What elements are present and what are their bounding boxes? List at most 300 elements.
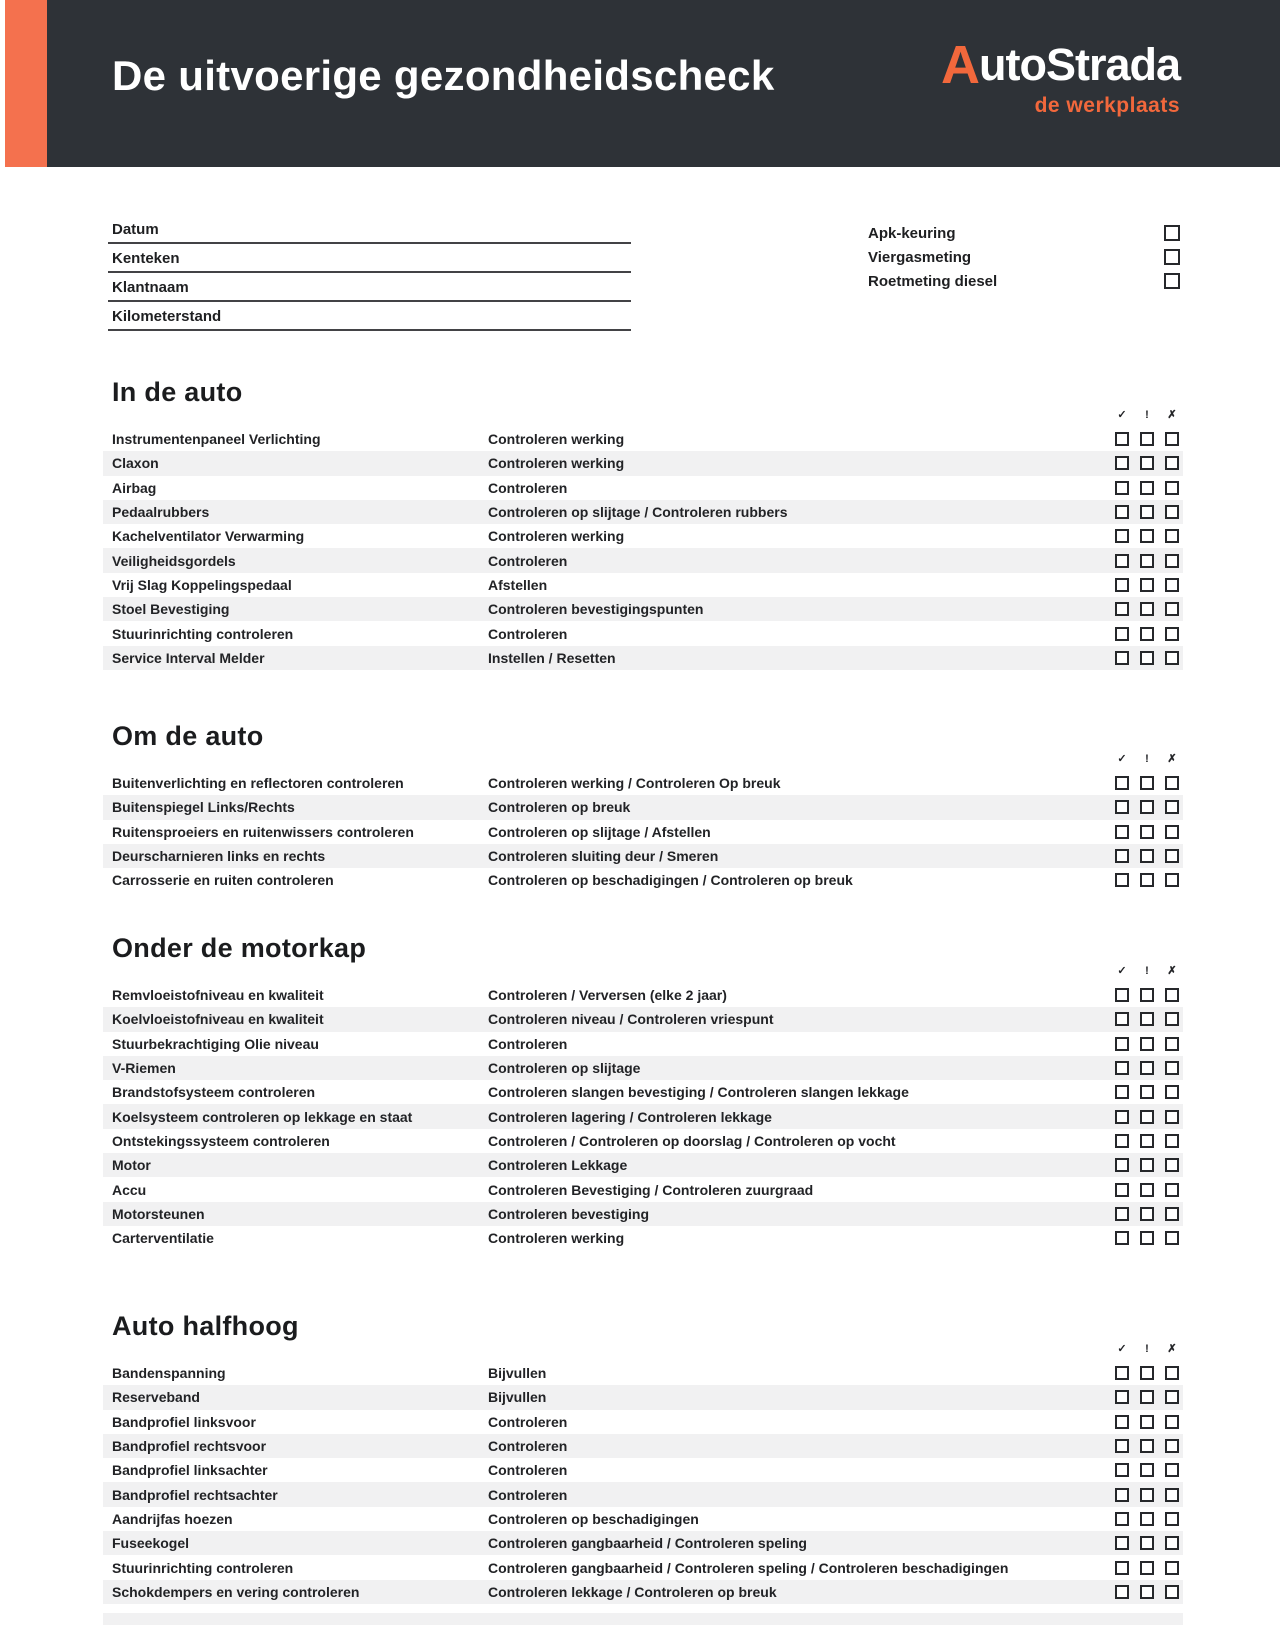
- checkbox-fail[interactable]: [1165, 1037, 1179, 1051]
- checkbox-attention[interactable]: [1140, 1439, 1154, 1453]
- checkbox-attention[interactable]: [1140, 1134, 1154, 1148]
- kenteken-field: [108, 244, 631, 273]
- check-rows: [103, 427, 1183, 670]
- exclamation-icon: !: [1145, 1343, 1149, 1355]
- check-action-label: Controleren lagering / Controleren lekkage: [488, 1108, 772, 1125]
- autostrada-logo: [940, 35, 1180, 117]
- check-action-label: Controleren werking: [488, 431, 625, 448]
- result-checkboxes: [1115, 578, 1179, 592]
- check-row: [103, 844, 1183, 868]
- check-item-label: Stuurbekrachtiging Olie niveau: [112, 1035, 319, 1052]
- checkbox-ok[interactable]: [1115, 1012, 1129, 1026]
- check-rows: [103, 1361, 1183, 1604]
- checkbox-fail[interactable]: [1165, 873, 1179, 887]
- check-row: [103, 451, 1183, 475]
- exclamation-icon: !: [1145, 965, 1149, 977]
- klantnaam-label: Klantnaam: [112, 279, 189, 296]
- check-rows: [103, 983, 1183, 1250]
- checkbox-fail[interactable]: [1165, 602, 1179, 616]
- result-checkboxes: [1115, 1439, 1179, 1453]
- check-row: [103, 771, 1183, 795]
- checkbox-fail[interactable]: [1165, 1110, 1179, 1124]
- checkbox-fail[interactable]: [1165, 1463, 1179, 1477]
- result-checkboxes: [1115, 800, 1179, 814]
- checkbox-fail[interactable]: [1165, 825, 1179, 839]
- check-row: [103, 1410, 1183, 1434]
- check-action-label: Controleren op beschadigingen / Controleren op breuk: [488, 872, 853, 889]
- result-checkboxes: [1115, 1366, 1179, 1380]
- check-icon: ✓: [1117, 1343, 1127, 1355]
- cross-icon: ✗: [1167, 965, 1177, 977]
- check-row: [103, 1580, 1183, 1604]
- checkbox-attention[interactable]: [1140, 825, 1154, 839]
- checkbox-fail[interactable]: [1165, 1366, 1179, 1380]
- check-row: [103, 597, 1183, 621]
- checkbox-attention[interactable]: [1140, 1183, 1154, 1197]
- checkbox-attention[interactable]: [1140, 800, 1154, 814]
- check-action-label: Controleren / Verversen (elke 2 jaar): [488, 987, 727, 1004]
- check-action-label: Controleren / Controleren op doorslag / Controleren op vocht: [488, 1132, 896, 1149]
- result-checkboxes: [1115, 825, 1179, 839]
- kilometerstand-field: [108, 302, 631, 331]
- cross-icon: ✗: [1167, 409, 1177, 421]
- result-checkboxes: [1115, 776, 1179, 790]
- check-action-label: Controleren gangbaarheid / Controleren speling / Controleren beschadigingen: [488, 1559, 1009, 1576]
- check-action-label: Afstellen: [488, 576, 548, 593]
- check-row: [103, 1007, 1183, 1031]
- check-item-label: Fuseekogel: [112, 1535, 190, 1552]
- result-checkboxes: [1115, 1061, 1179, 1075]
- check-rows: [103, 771, 1183, 892]
- check-row: [103, 1153, 1183, 1177]
- result-checkboxes: [1115, 1415, 1179, 1429]
- check-row: [103, 1177, 1183, 1201]
- check-row: [103, 1385, 1183, 1409]
- check-item-label: Ontstekingssysteem controleren: [112, 1132, 330, 1149]
- check-action-label: Controleren slangen bevestiging / Controleren slangen lekkage: [488, 1084, 909, 1101]
- checkbox-fail[interactable]: [1165, 651, 1179, 665]
- checkbox-fail[interactable]: [1165, 800, 1179, 814]
- check-row: [103, 1202, 1183, 1226]
- check-action-label: Controleren bevestigingspunten: [488, 601, 704, 618]
- checkbox-fail[interactable]: [1165, 456, 1179, 470]
- check-item-label: Remvloeistofniveau en kwaliteit: [112, 987, 324, 1004]
- checkbox-fail[interactable]: [1165, 1231, 1179, 1245]
- roetmeting-diesel-label: Roetmeting diesel: [868, 272, 998, 290]
- result-checkboxes: [1115, 505, 1179, 519]
- datum-label: Datum: [112, 221, 159, 238]
- kenteken-label: Kenteken: [112, 250, 180, 267]
- check-item-label: Kachelventilator Verwarming: [112, 528, 305, 545]
- accent-bar: [5, 0, 47, 167]
- checkbox-ok[interactable]: [1115, 1439, 1129, 1453]
- checkbox-fail[interactable]: [1165, 1536, 1179, 1550]
- checkbox-fail[interactable]: [1165, 1183, 1179, 1197]
- checkbox-attention[interactable]: [1140, 578, 1154, 592]
- check-icon: ✓: [1117, 409, 1127, 421]
- checkbox-fail[interactable]: [1165, 1390, 1179, 1404]
- check-action-label: Controleren bevestiging: [488, 1205, 650, 1222]
- check-row: [103, 1555, 1183, 1579]
- viergasmeting-label: Viergasmeting: [868, 248, 972, 266]
- check-item-label: Carterventilatie: [112, 1230, 214, 1247]
- viergasmeting-row: [868, 245, 1180, 269]
- check-item-label: Veiligheidsgordels: [112, 552, 236, 569]
- checkbox-fail[interactable]: [1165, 505, 1179, 519]
- result-checkboxes: [1115, 849, 1179, 863]
- check-item-label: Schokdempers en vering controleren: [112, 1583, 360, 1600]
- checkbox-ok[interactable]: [1115, 1061, 1129, 1075]
- checkbox-attention[interactable]: [1140, 602, 1154, 616]
- checkbox-attention[interactable]: [1140, 1207, 1154, 1221]
- check-action-label: Controleren werking: [488, 1230, 625, 1247]
- check-item-label: Accu: [112, 1181, 147, 1198]
- checkbox-ok[interactable]: [1115, 1561, 1129, 1575]
- checkbox-attention[interactable]: [1140, 505, 1154, 519]
- check-row: [103, 1458, 1183, 1482]
- section-title: In de auto: [112, 377, 243, 407]
- check-item-label: Airbag: [112, 479, 157, 496]
- check-row: [103, 1507, 1183, 1531]
- header: [0, 0, 1280, 167]
- result-checkboxes: [1115, 432, 1179, 446]
- checkbox-attention[interactable]: [1140, 1488, 1154, 1502]
- result-checkboxes: [1115, 1231, 1179, 1245]
- page-bottom-strip: [103, 1613, 1183, 1625]
- checkbox-fail[interactable]: [1165, 481, 1179, 495]
- cross-icon: ✗: [1167, 753, 1177, 765]
- check-row: [103, 427, 1183, 451]
- check-row: [103, 795, 1183, 819]
- checkbox-attention[interactable]: [1140, 988, 1154, 1002]
- datum-field: [108, 215, 631, 244]
- check-row: [103, 1129, 1183, 1153]
- check-item-label: Stoel Bevestiging: [112, 601, 230, 618]
- check-action-label: Controleren sluiting deur / Smeren: [488, 848, 719, 865]
- checkbox-ok[interactable]: [1115, 578, 1129, 592]
- checkbox-attention[interactable]: [1140, 1012, 1154, 1026]
- check-action-label: Controleren op breuk: [488, 799, 631, 816]
- check-row: [103, 524, 1183, 548]
- checkbox-ok[interactable]: [1115, 825, 1129, 839]
- checkbox-attention[interactable]: [1140, 432, 1154, 446]
- form-fields: [108, 215, 631, 331]
- result-checkboxes: [1115, 1110, 1179, 1124]
- kilometerstand-label: Kilometerstand: [112, 308, 222, 325]
- checkbox-ok[interactable]: [1115, 1512, 1129, 1526]
- klantnaam-field: [108, 273, 631, 302]
- check-action-label: Controleren: [488, 1486, 568, 1503]
- section-title: Onder de motorkap: [112, 933, 367, 963]
- checkbox-attention[interactable]: [1140, 651, 1154, 665]
- check-icon: ✓: [1117, 753, 1127, 765]
- checkbox-attention[interactable]: [1140, 849, 1154, 863]
- check-row: [103, 1080, 1183, 1104]
- checkbox-ok[interactable]: [1115, 1585, 1129, 1599]
- check-row: [103, 1531, 1183, 1555]
- checkbox-fail[interactable]: [1165, 578, 1179, 592]
- check-item-label: Bandprofiel linksachter: [112, 1462, 268, 1479]
- check-item-label: Buitenverlichting en reflectoren controleren: [112, 775, 404, 792]
- result-checkboxes: [1115, 1585, 1179, 1599]
- checkbox-ok[interactable]: [1115, 1085, 1129, 1099]
- result-checkboxes: [1115, 1134, 1179, 1148]
- checkbox-attention[interactable]: [1140, 1061, 1154, 1075]
- result-checkboxes: [1115, 1183, 1179, 1197]
- checkbox-ok[interactable]: [1115, 529, 1129, 543]
- checkbox-fail[interactable]: [1165, 1085, 1179, 1099]
- checkbox-attention[interactable]: [1140, 1536, 1154, 1550]
- checkbox-ok[interactable]: [1115, 456, 1129, 470]
- check-item-label: Instrumentenpaneel Verlichting: [112, 431, 321, 448]
- result-checkboxes: [1115, 1536, 1179, 1550]
- checkbox-ok[interactable]: [1115, 1366, 1129, 1380]
- logo-accent-letter: A: [940, 35, 979, 95]
- checkbox-attention[interactable]: [1140, 1366, 1154, 1380]
- checkbox-fail[interactable]: [1165, 627, 1179, 641]
- checkbox-attention[interactable]: [1140, 481, 1154, 495]
- check-action-label: Controleren gangbaarheid / Controleren speling: [488, 1535, 807, 1552]
- checkbox-ok[interactable]: [1115, 988, 1129, 1002]
- check-row: [103, 1032, 1183, 1056]
- check-action-label: Controleren: [488, 1035, 568, 1052]
- checkbox-fail[interactable]: [1165, 1207, 1179, 1221]
- checkbox-fail[interactable]: [1165, 1158, 1179, 1172]
- checkbox-fail[interactable]: [1165, 1012, 1179, 1026]
- check-item-label: Motorsteunen: [112, 1205, 205, 1222]
- check-action-label: Controleren op slijtage / Controleren rubbers: [488, 504, 788, 521]
- viergasmeting-checkbox[interactable]: [1164, 249, 1180, 265]
- checkbox-fail[interactable]: [1165, 1439, 1179, 1453]
- checkbox-ok[interactable]: [1115, 1207, 1129, 1221]
- check-action-label: Controleren werking: [488, 528, 625, 545]
- check-item-label: Pedaalrubbers: [112, 504, 210, 521]
- check-action-label: Controleren op slijtage: [488, 1060, 641, 1077]
- check-action-label: Controleren Lekkage: [488, 1157, 628, 1174]
- check-action-label: Controleren niveau / Controleren vriespunt: [488, 1011, 774, 1028]
- checkbox-ok[interactable]: [1115, 1183, 1129, 1197]
- apk-keuring-checkbox[interactable]: [1164, 225, 1180, 241]
- check-row: [103, 1104, 1183, 1128]
- checkbox-ok[interactable]: [1115, 1488, 1129, 1502]
- checkbox-ok[interactable]: [1115, 481, 1129, 495]
- check-action-label: Bijvullen: [488, 1365, 547, 1382]
- check-action-label: Controleren Bevestiging / Controleren zuurgraad: [488, 1181, 814, 1198]
- checkbox-attention[interactable]: [1140, 1415, 1154, 1429]
- check-item-label: Bandprofiel rechtsvoor: [112, 1438, 267, 1455]
- checkbox-attention[interactable]: [1140, 554, 1154, 568]
- result-checkboxes: [1115, 1037, 1179, 1051]
- result-checkboxes: [1115, 602, 1179, 616]
- roetmeting-diesel-checkbox[interactable]: [1164, 273, 1180, 289]
- checkbox-ok[interactable]: [1115, 602, 1129, 616]
- roetmeting-diesel-row: [868, 269, 1180, 293]
- checkbox-attention[interactable]: [1140, 873, 1154, 887]
- check-row: [103, 820, 1183, 844]
- check-item-label: Claxon: [112, 455, 159, 472]
- checkbox-attention[interactable]: [1140, 627, 1154, 641]
- check-row: [103, 548, 1183, 572]
- result-legend: [1115, 964, 1179, 978]
- result-checkboxes: [1115, 456, 1179, 470]
- check-item-label: Bandprofiel rechtsachter: [112, 1486, 278, 1503]
- result-checkboxes: [1115, 529, 1179, 543]
- checkbox-fail[interactable]: [1165, 432, 1179, 446]
- check-action-label: Controleren: [488, 552, 568, 569]
- checkbox-fail[interactable]: [1165, 1512, 1179, 1526]
- check-item-label: Stuurinrichting controleren: [112, 1559, 294, 1576]
- check-item-label: Deurscharnieren links en rechts: [112, 848, 326, 865]
- checkbox-fail[interactable]: [1165, 849, 1179, 863]
- checkbox-ok[interactable]: [1115, 505, 1129, 519]
- result-checkboxes: [1115, 627, 1179, 641]
- check-item-label: Buitenspiegel Links/Rechts: [112, 799, 295, 816]
- check-item-label: Carrosserie en ruiten controleren: [112, 872, 334, 889]
- check-row: [103, 621, 1183, 645]
- checkbox-attention[interactable]: [1140, 1110, 1154, 1124]
- checkbox-ok[interactable]: [1115, 1536, 1129, 1550]
- apk-keuring-label: Apk-keuring: [868, 224, 956, 242]
- checkbox-attention[interactable]: [1140, 1512, 1154, 1526]
- check-action-label: Controleren op slijtage / Afstellen: [488, 823, 711, 840]
- checkbox-ok[interactable]: [1115, 1110, 1129, 1124]
- section-title: Auto halfhoog: [112, 1311, 299, 1341]
- checkbox-attention[interactable]: [1140, 456, 1154, 470]
- result-checkboxes: [1115, 873, 1179, 887]
- checkbox-attention[interactable]: [1140, 1158, 1154, 1172]
- checkbox-ok[interactable]: [1115, 1415, 1129, 1429]
- result-checkboxes: [1115, 1012, 1179, 1026]
- checkbox-attention[interactable]: [1140, 1390, 1154, 1404]
- result-checkboxes: [1115, 1512, 1179, 1526]
- result-legend: [1115, 408, 1179, 422]
- check-item-label: Motor: [112, 1157, 151, 1174]
- section-title: Om de auto: [112, 721, 264, 751]
- check-item-label: V-Riemen: [112, 1060, 176, 1077]
- check-row: [103, 983, 1183, 1007]
- checkbox-fail[interactable]: [1165, 554, 1179, 568]
- cross-icon: ✗: [1167, 1343, 1177, 1355]
- result-checkboxes: [1115, 554, 1179, 568]
- checkbox-attention[interactable]: [1140, 1561, 1154, 1575]
- checkbox-ok[interactable]: [1115, 554, 1129, 568]
- check-action-label: Controleren op beschadigingen: [488, 1510, 699, 1527]
- check-item-label: Reserveband: [112, 1389, 200, 1406]
- checkbox-ok[interactable]: [1115, 1158, 1129, 1172]
- result-checkboxes: [1115, 1390, 1179, 1404]
- result-checkboxes: [1115, 988, 1179, 1002]
- result-checkboxes: [1115, 651, 1179, 665]
- check-action-label: Controleren: [488, 1413, 568, 1430]
- checkbox-attention[interactable]: [1140, 1585, 1154, 1599]
- check-row: [103, 1226, 1183, 1250]
- checkbox-fail[interactable]: [1165, 529, 1179, 543]
- check-item-label: Brandstofsysteem controleren: [112, 1084, 316, 1101]
- check-action-label: Bijvullen: [488, 1389, 547, 1406]
- exclamation-icon: !: [1145, 753, 1149, 765]
- checkbox-ok[interactable]: [1115, 873, 1129, 887]
- checkbox-ok[interactable]: [1115, 1463, 1129, 1477]
- checkbox-ok[interactable]: [1115, 1134, 1129, 1148]
- result-checkboxes: [1115, 1463, 1179, 1477]
- checkbox-fail[interactable]: [1165, 1561, 1179, 1575]
- checkbox-fail[interactable]: [1165, 1415, 1179, 1429]
- check-item-label: Koelsysteem controleren op lekkage en staat: [112, 1108, 413, 1125]
- check-action-label: Controleren: [488, 1462, 568, 1479]
- check-row: [103, 573, 1183, 597]
- checkbox-ok[interactable]: [1115, 432, 1129, 446]
- checkbox-fail[interactable]: [1165, 776, 1179, 790]
- logo-subtitle: de werkplaats: [1034, 94, 1180, 117]
- result-legend: [1115, 1342, 1179, 1356]
- check-action-label: Instellen / Resetten: [488, 649, 616, 666]
- checkbox-ok[interactable]: [1115, 1037, 1129, 1051]
- check-action-label: Controleren werking / Controleren Op breuk: [488, 775, 781, 792]
- result-legend: [1115, 752, 1179, 766]
- checkbox-attention[interactable]: [1140, 529, 1154, 543]
- check-item-label: Koelvloeistofniveau en kwaliteit: [112, 1011, 324, 1028]
- checkbox-ok[interactable]: [1115, 1231, 1129, 1245]
- check-action-label: Controleren: [488, 625, 568, 642]
- result-checkboxes: [1115, 481, 1179, 495]
- result-checkboxes: [1115, 1561, 1179, 1575]
- extra-checks: [868, 221, 1180, 293]
- apk-keuring-row: [868, 221, 1180, 245]
- result-checkboxes: [1115, 1488, 1179, 1502]
- checkbox-ok[interactable]: [1115, 776, 1129, 790]
- check-item-label: Vrij Slag Koppelingspedaal: [112, 576, 292, 593]
- checkbox-ok[interactable]: [1115, 651, 1129, 665]
- checkbox-attention[interactable]: [1140, 1085, 1154, 1099]
- exclamation-icon: !: [1145, 409, 1149, 421]
- checkbox-attention[interactable]: [1140, 1231, 1154, 1245]
- check-row: [103, 1361, 1183, 1385]
- checkbox-ok[interactable]: [1115, 627, 1129, 641]
- check-row: [103, 646, 1183, 670]
- checkbox-fail[interactable]: [1165, 1061, 1179, 1075]
- page-title: De uitvoerige gezondheidscheck: [112, 52, 775, 99]
- checkbox-attention[interactable]: [1140, 1463, 1154, 1477]
- check-row: [103, 476, 1183, 500]
- checkbox-fail[interactable]: [1165, 1585, 1179, 1599]
- check-row: [103, 1482, 1183, 1506]
- checkbox-ok[interactable]: [1115, 1390, 1129, 1404]
- check-item-label: Bandenspanning: [112, 1365, 226, 1382]
- checkbox-fail[interactable]: [1165, 988, 1179, 1002]
- check-item-label: Bandprofiel linksvoor: [112, 1413, 256, 1430]
- checkbox-ok[interactable]: [1115, 800, 1129, 814]
- checkbox-fail[interactable]: [1165, 1488, 1179, 1502]
- check-row: [103, 1056, 1183, 1080]
- result-checkboxes: [1115, 1158, 1179, 1172]
- check-item-label: Ruitensproeiers en ruitenwissers controleren: [112, 823, 414, 840]
- result-checkboxes: [1115, 1207, 1179, 1221]
- checkbox-attention[interactable]: [1140, 1037, 1154, 1051]
- logo-wordmark: [940, 35, 1180, 95]
- checkbox-ok[interactable]: [1115, 849, 1129, 863]
- checkbox-fail[interactable]: [1165, 1134, 1179, 1148]
- checkbox-attention[interactable]: [1140, 776, 1154, 790]
- check-item-label: Stuurinrichting controleren: [112, 625, 294, 642]
- check-row: [103, 500, 1183, 524]
- check-action-label: Controleren werking: [488, 455, 625, 472]
- check-icon: ✓: [1117, 965, 1127, 977]
- check-item-label: Aandrijfas hoezen: [112, 1510, 233, 1527]
- check-action-label: Controleren: [488, 479, 568, 496]
- logo-name-rest: utoStrada: [978, 39, 1180, 90]
- result-checkboxes: [1115, 1085, 1179, 1099]
- check-action-label: Controleren: [488, 1438, 568, 1455]
